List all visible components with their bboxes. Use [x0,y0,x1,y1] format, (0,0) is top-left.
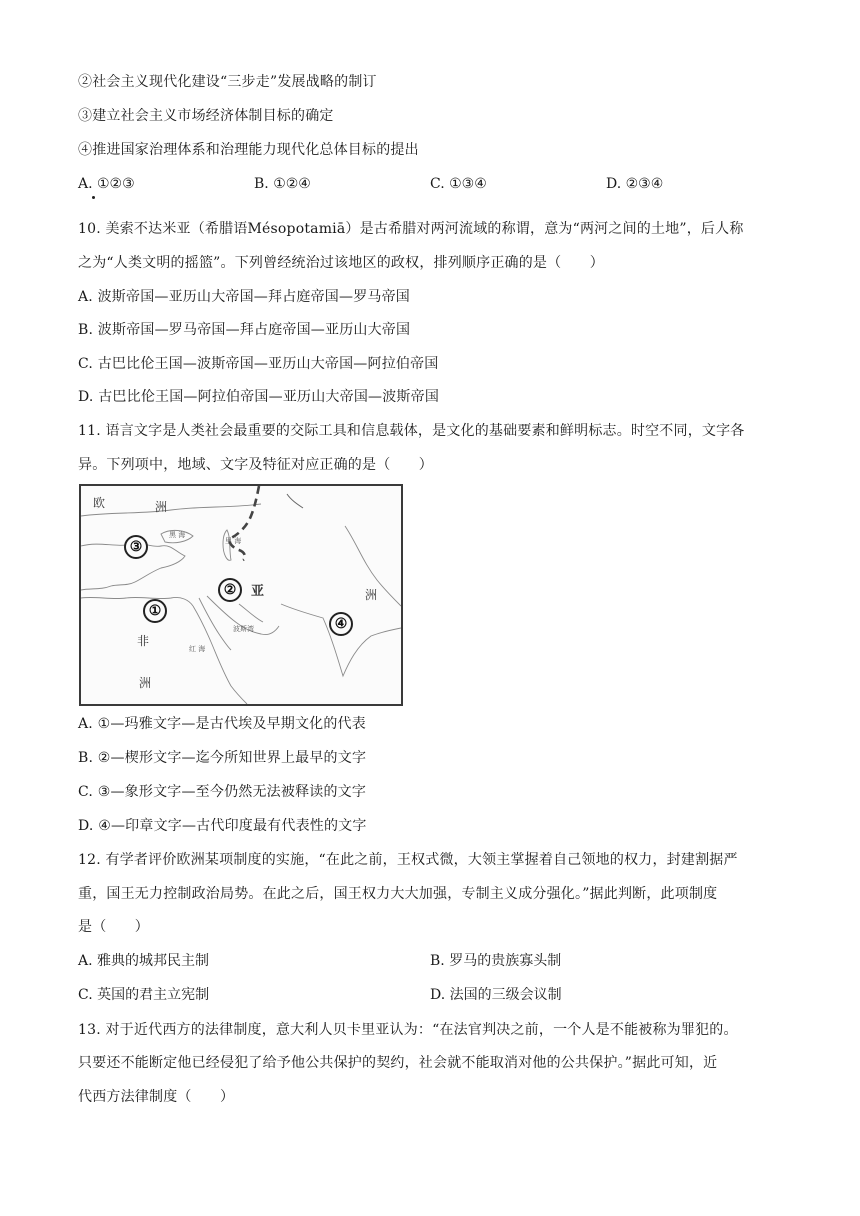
q9-option-d[interactable]: D. ②③④ [606,176,664,192]
q12-stem-line2: 重，国王无力控制政治局势。在此之后，国王权力大大加强，专制主义成分强化。”据此判断，此项制度 [78,886,718,902]
map-label-red-sea: 红 海 [189,645,206,653]
q10-option-b[interactable]: B. 波斯帝国—罗马帝国—拜占庭帝国—亚历山大帝国 [78,322,411,338]
q12-option-a[interactable]: A. 雅典的城邦民主制 [78,953,210,969]
map-label-asia-2: 洲 [365,588,378,602]
map-marker-4: ④ [329,612,353,636]
map-label-asia-1: 亚 [251,584,265,599]
map-label-europe-2: 洲 [155,500,168,514]
q12-stem-line3: 是（ ） [78,919,149,935]
q11-map-figure [79,484,403,706]
q9-option-a[interactable]: A. ①②③ [78,176,135,192]
q9-option-b[interactable]: B. ①②④ [254,176,311,192]
q13-stem-line2: 只要还不能断定他已经侵犯了给予他公共保护的契约，社会就不能取消对他的公共保护。”据此可知，近 [78,1055,718,1071]
q12-option-b[interactable]: B. 罗马的贵族寡头制 [430,953,562,969]
map-label-persian-gulf: 波斯湾 [233,625,254,633]
q11-option-d[interactable]: D. ④—印章文字—古代印度最有代表性的文字 [78,818,367,834]
map-marker-1: ① [143,599,167,623]
q10-stem-line1: 10. 美索不达米亚（希腊语Mésopotamiā）是古希腊对两河流域的称谓，意为“两河之间的土地”，后人称 [78,221,744,237]
q10-option-c[interactable]: C. 古巴比伦王国—波斯帝国—亚历山大帝国—阿拉伯帝国 [78,356,439,372]
q11-option-b[interactable]: B. ②—楔形文字—迄今所知世界上最早的文字 [78,750,367,766]
map-outline-drawing [81,486,401,704]
map-marker-3: ③ [124,535,148,559]
q11-stem-line2: 异。下列项中，地域、文字及特征对应正确的是（ ） [78,457,433,473]
q13-stem-line3: 代西方法律制度（ ） [78,1089,235,1105]
q13-stem-line1: 13. 对于近代西方的法律制度，意大利人贝卡里亚认为：“在法官判决之前，一个人是不能被称为罪犯的。 [78,1022,738,1038]
q12-stem-line1: 12. 有学者评价欧洲某项制度的实施，“在此之前，王权式微，大领主掌握着自己领地的权力，封建割据严 [78,852,738,868]
q10-stem-line2: 之为“人类文明的摇篮”。下列曾经统治过该地区的政权，排列顺序正确的是（ ） [78,255,604,271]
q9-item-4: ④推进国家治理体系和治理能力现代化总体目标的提出 [78,142,419,158]
q10-option-d[interactable]: D. 古巴比伦王国—阿拉伯帝国—亚历山大帝国—波斯帝国 [78,389,440,405]
q9-item-3: ③建立社会主义市场经济体制目标的确定 [78,108,334,124]
q11-option-a[interactable]: A. ①—玛雅文字—是古代埃及早期文化的代表 [78,716,366,732]
q9-item-2: ②社会主义现代化建设“三步走”发展战略的制订 [78,74,377,90]
map-label-europe-1: 欧 [93,496,106,510]
q10-option-a[interactable]: A. 波斯帝国—亚历山大帝国—拜占庭帝国—罗马帝国 [78,289,411,305]
map-label-africa-2: 洲 [139,676,152,690]
q11-stem-line1: 11. 语言文字是人类社会最重要的交际工具和信息载体，是文化的基础要素和鲜明标志。时空不同，文字各 [78,423,745,439]
q12-option-c[interactable]: C. 英国的君主立宪制 [78,987,210,1003]
map-label-black-sea: 黑 海 [169,531,186,539]
q9-option-c[interactable]: C. ①③④ [430,176,487,192]
map-label-caspian-sea: 里 海 [225,537,242,545]
map-label-africa-1: 非 [137,634,150,648]
dot-mark [92,196,95,199]
map-marker-2: ② [218,578,242,602]
q11-option-c[interactable]: C. ③—象形文字—至今仍然无法被释读的文字 [78,784,367,800]
q12-option-d[interactable]: D. 法国的三级会议制 [430,987,562,1003]
